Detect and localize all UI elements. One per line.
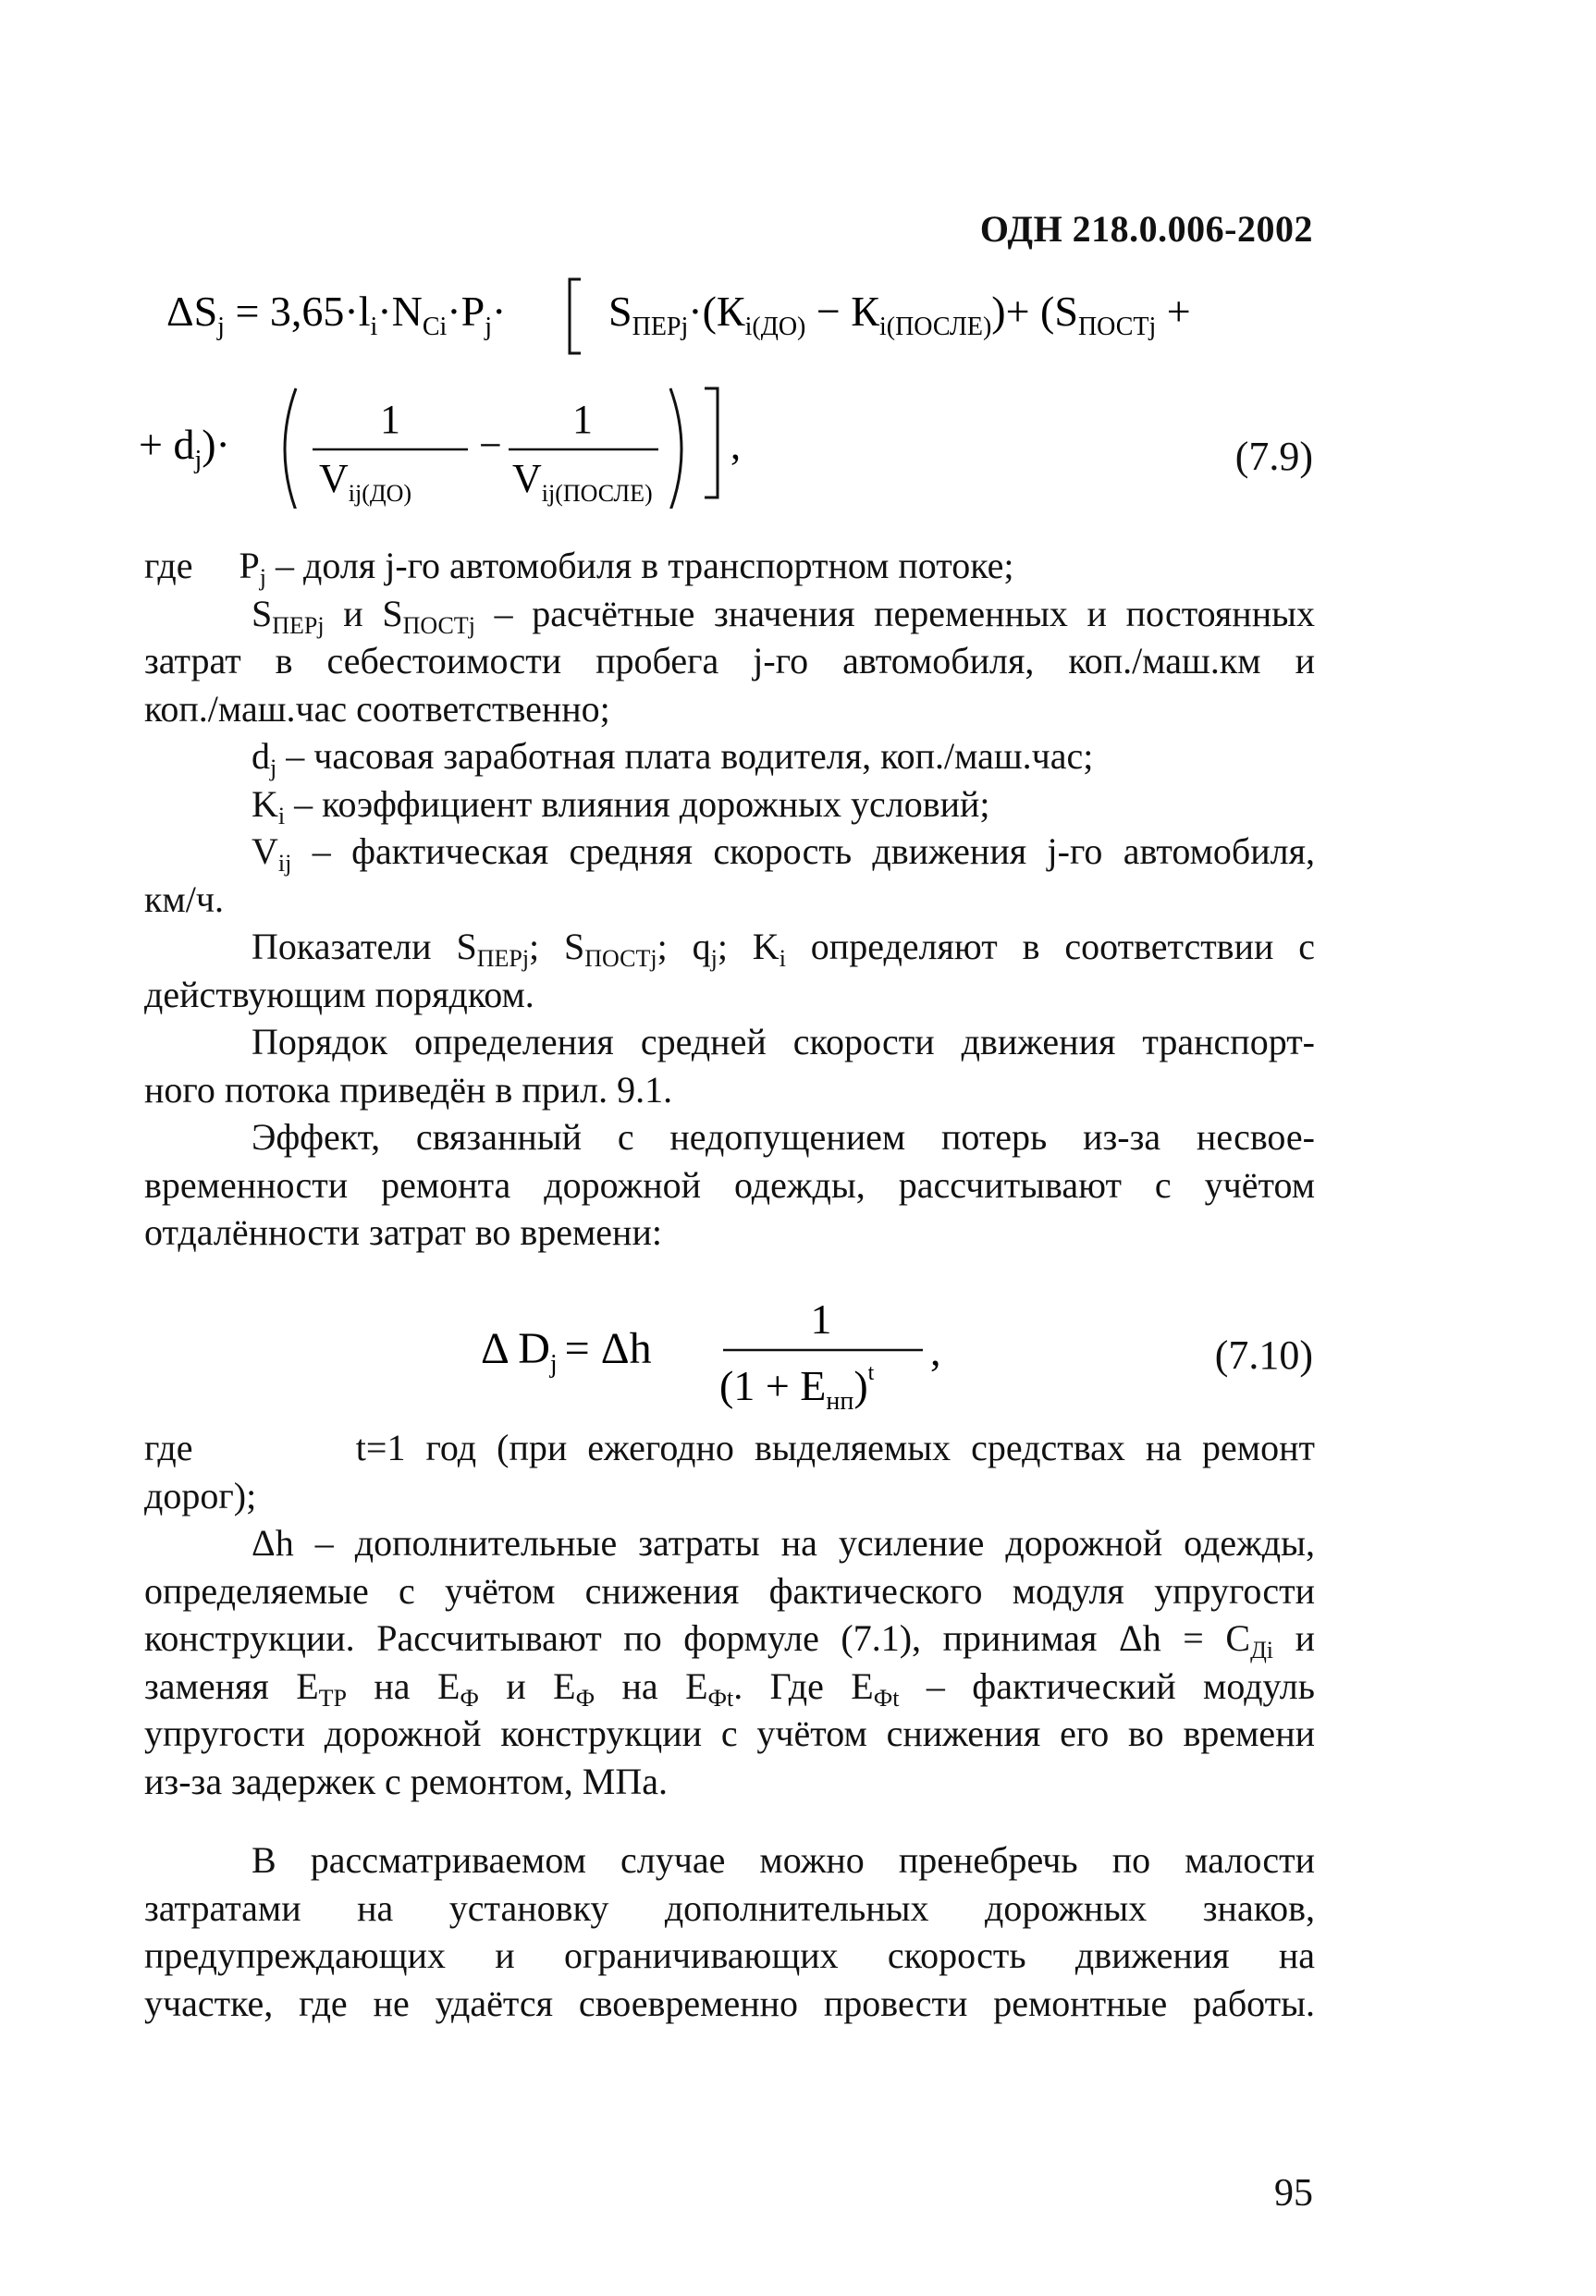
final-line2: затратами на установку дополнительных дорожных знаков,	[144, 1886, 1315, 1929]
after-formula-block	[144, 1424, 1315, 1805]
def-line-4: коп./маш.час соответственно;	[144, 687, 610, 730]
final-line3: предупреждающих и ограничивающих скорость движения на	[144, 1934, 1315, 1976]
f79-s: S	[608, 288, 632, 335]
f79-sub-per: ПЕРj	[632, 313, 689, 341]
f79-frac2-num: 1	[572, 397, 593, 442]
svg-text:(1 + Eнп)t	[719, 1361, 875, 1416]
def-k-sub: i	[277, 802, 286, 829]
def-line-d	[144, 732, 1315, 780]
f79-minus: −	[479, 423, 502, 468]
af-l6-sub-tr: ТР	[318, 1684, 347, 1712]
p1-sub-per: ПЕРj	[476, 945, 530, 972]
def-line-s	[144, 590, 1315, 638]
def-d-sub: j	[270, 755, 277, 781]
f79-sub-j: j	[217, 313, 225, 341]
def-s-text: – расчётные значения переменных и постоянных	[474, 592, 1315, 634]
svg-text:SПЕРj·(Кi(ДО) − Кi(ПОСЛЕ))+ (S	[608, 288, 1191, 341]
def-s-and: и S	[324, 592, 403, 634]
af-l6-sub-ft2: Фt	[873, 1684, 900, 1712]
f710-den-sup: t	[867, 1361, 875, 1385]
f79-comma: ,	[730, 423, 741, 468]
def-p-symbol: P	[239, 545, 260, 586]
def-line-3: затрат в себестоимости пробега j-го автомобиля, коп./маш.км и	[144, 640, 1315, 681]
f79-close-bracket	[705, 388, 718, 497]
af-line6	[144, 1663, 1315, 1711]
definitions-block	[144, 542, 1315, 1257]
para2-line2: ного потока приведён в прил. 9.1.	[144, 1068, 673, 1111]
formula-7-10-graphic	[481, 1285, 962, 1424]
final-line1: В рассматриваемом случае можно пренебречь по малости	[252, 1839, 1315, 1881]
f79-plus-d: + d	[139, 421, 195, 468]
f710-den-close: )	[853, 1362, 868, 1409]
f79-open-paren	[285, 388, 296, 509]
af-where-word: где	[144, 1427, 193, 1468]
equation-number-7-9: (7.9)	[1234, 434, 1313, 479]
def-v-symbol: V	[252, 830, 278, 872]
p1-text-a: Показатели S	[252, 926, 477, 967]
p1-text-d: ; K	[717, 926, 780, 967]
f79-n: ·N	[377, 288, 423, 335]
def-v-sub: ij	[277, 850, 292, 877]
p1-sub-i: i	[779, 945, 786, 972]
def-v-text: – фактическая средняя скорость движения j-го автомобиля,	[291, 830, 1315, 872]
f79-sub-ci: Ci	[422, 313, 448, 341]
document-code-header: ОДН 218.0.006-2002	[979, 208, 1313, 250]
def-line-v	[144, 828, 1315, 876]
def-k-text: – коэффициент влияния дорожных условий;	[285, 782, 990, 825]
def-p-sub: j	[259, 564, 267, 591]
af-line8: из-за задержек с ремонтом, МПа.	[144, 1760, 668, 1802]
f79-sub-dj: j	[194, 446, 203, 474]
def-p-text: – доля j-го автомобиля в транспортном потоке;	[266, 545, 1014, 586]
f79-sub-i: i	[370, 313, 378, 341]
af-l5-sub-di: Дi	[1250, 1637, 1274, 1664]
formula-7-9-graphic	[139, 268, 1322, 509]
f79-frac1-num: 1	[380, 397, 400, 442]
f79-p: ·P	[447, 288, 485, 335]
para1-line1	[144, 923, 1315, 971]
svg-text:Vij(ДО)	[319, 456, 411, 507]
f79-open-bracket	[570, 279, 581, 353]
p1-sub-j: j	[710, 945, 718, 972]
def-s-symbol: S	[252, 592, 273, 634]
af-l5-text-b: и	[1273, 1617, 1315, 1659]
def-k-symbol: K	[252, 782, 278, 825]
f710-comma: ,	[930, 1327, 941, 1374]
af-l5-text-a: конструкции. Рассчитывают по формуле (7.1), принимая Δh = C	[144, 1617, 1251, 1659]
para3-line1: Эффект, связанный с недопущением потерь из-за несвое-	[252, 1116, 1315, 1158]
f79-plus-s: )+ (S	[991, 288, 1078, 335]
svg-text:ΔSj = 3,65·li·NCi·Pj·	[166, 288, 506, 341]
f79-minus-k: − К	[805, 288, 879, 335]
af-l6-c: и E	[478, 1664, 576, 1707]
def-line-8: км/ч.	[144, 878, 224, 920]
af-t-def: t=1 год (при ежегодно выделяемых средствах на ремонт	[355, 1427, 1316, 1468]
af-line5	[144, 1615, 1315, 1663]
f79-close-paren	[670, 388, 681, 509]
f79-sub-iposle: i(ПОСЛЕ)	[878, 313, 992, 341]
para3-line3: отдалённости затрат во времени:	[144, 1211, 662, 1253]
para3-line2: временности ремонта дорожной одежды, рассчитывают с учётом	[144, 1163, 1315, 1206]
svg-text:Vij(ПОСЛЕ)	[512, 456, 653, 507]
p1-text-c: ; q	[657, 926, 711, 967]
af-l6-a: заменяя E	[144, 1664, 319, 1707]
f79-k: ·(К	[688, 288, 745, 335]
f79-dot: ·	[491, 288, 507, 335]
page-number: 95	[1274, 2172, 1313, 2215]
p1-sub-post: ПОСТj	[584, 945, 657, 972]
def-s-sub-per: ПЕРj	[272, 611, 325, 639]
af-l6-sub-f1: Ф	[460, 1684, 479, 1712]
f79-frac2-v: V	[512, 456, 542, 501]
where-word: где	[144, 545, 193, 586]
af-line7: упругости дорожной конструкции с учётом снижения его во времени	[144, 1713, 1315, 1754]
af-l6-b: на E	[347, 1664, 460, 1707]
def-d-symbol: d	[252, 735, 270, 777]
final-line4: участке, где не удаётся своевременно провести ремонтные работы.	[144, 1982, 1315, 2024]
final-paragraph	[144, 1836, 1315, 2027]
def-d-text: – часовая заработная плата водителя, коп./маш.час;	[276, 735, 1094, 777]
f710-equals: = Δh	[564, 1324, 652, 1373]
para2-line1: Порядок определения средней скорости движения транспорт-	[252, 1021, 1315, 1062]
af-l6-sub-ft1: Фt	[707, 1684, 734, 1712]
para1-line2: действующим порядком.	[144, 973, 534, 1015]
formula-7-10	[481, 1285, 962, 1424]
p1-text-e: определяют в соответствии с	[785, 926, 1315, 967]
f79-close-dot: )·	[202, 421, 230, 468]
f710-lhs-sub: j	[549, 1350, 558, 1379]
af-line1	[144, 1424, 1315, 1472]
f79-sub-j2: j	[485, 313, 492, 341]
f79-coef: = 3,65·l	[224, 288, 371, 335]
equation-number-7-10: (7.10)	[1214, 1332, 1313, 1378]
svg-text:Δ Dj= Δh	[481, 1324, 652, 1379]
f79-plus: +	[1156, 288, 1191, 335]
f79-sub-ido: i(ДО)	[744, 313, 806, 341]
af-l6-f: – фактический модуль	[899, 1664, 1315, 1707]
f79-frac1-v: V	[319, 456, 349, 501]
af-line4: определяемые с учётом снижения фактического модуля упругости	[144, 1569, 1315, 1612]
def-line-p	[144, 542, 1315, 590]
svg-text:+ dj)·	[139, 421, 230, 474]
p1-text-b: ; S	[529, 926, 585, 967]
f79-frac2-sub: ij(ПОСЛЕ)	[541, 480, 653, 507]
f79-sub-post: ПОСТj	[1077, 313, 1157, 341]
af-l6-d: на E	[595, 1664, 708, 1707]
f79-frac1-sub: ij(ДО)	[348, 480, 412, 507]
def-s-sub-post: ПОСТj	[402, 611, 475, 639]
af-l6-e: . Где E	[733, 1664, 874, 1707]
f710-den-open: (1 + E	[719, 1362, 827, 1409]
f710-numerator: 1	[810, 1295, 832, 1343]
af-l6-sub-f2: Ф	[575, 1684, 595, 1712]
def-line-k	[144, 780, 1315, 829]
af-line3: Δh – дополнительные затраты на усиление дорожной одежды,	[252, 1522, 1315, 1564]
formula-7-9	[139, 268, 1322, 509]
f79-delta-s: ΔS	[166, 288, 218, 335]
f710-den-sub: нп	[826, 1387, 854, 1416]
af-line2: дорог);	[144, 1474, 257, 1516]
f710-lhs: Δ D	[481, 1324, 550, 1373]
